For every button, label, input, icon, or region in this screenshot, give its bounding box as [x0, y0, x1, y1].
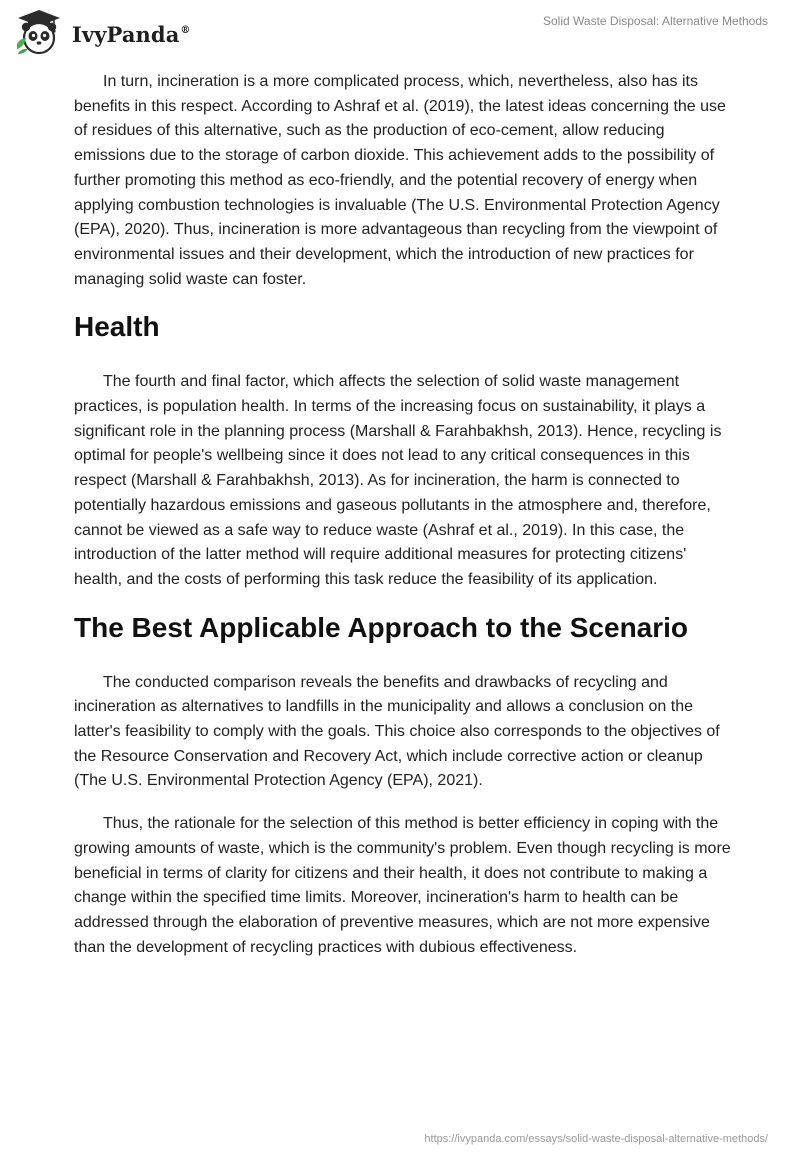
- paragraph-rationale: Thus, the rationale for the selection of this method is better efficiency in coping with the growing amounts of waste, which is the community's problem. Even though recycling is more beneficial in terms of clarity for citizens and their health, it does not contribute to making a change within the specified time limits. Moreover, incineration's harm to health can be addressed through the elaboration of preventive measures, which are not more expensive than the development of recycling practices with dubious effectiveness.: [74, 815, 731, 956]
- brand-logo[interactable]: [14, 8, 191, 56]
- source-url[interactable]: https://ivypanda.com/essays/solid-waste-disposal-alternative-methods/: [424, 1133, 768, 1145]
- paragraph-comparison: The conducted comparison reveals the benefits and drawbacks of recycling and incineration as alternatives to landfills in the municipality and allows a conclusion on the latter's feasibility to comply with the goals. This choice also corresponds to the objectives of the Resource Conservation and Recovery Act, which include corrective action or cleanup (The U.S. Environmental Protection Agency (EPA), 2021).: [74, 673, 720, 790]
- paragraph-incineration: In turn, incineration is a more complicated process, which, nevertheless, also has its benefits in this respect. According to Ashraf et al. (2019), the latest ideas concerning the use of residues of this alternative, such as the production of eco-cement, allow reducing emissions due to the storage of carbon dioxide. This achievement adds to the possibility of further promoting this method as eco-friendly, and the potential recovery of energy when applying combustion technologies is invaluable (The U.S. Environmental Protection Agency (EPA), 2020). Thus, incineration is more advantageous than recycling from the viewpoint of environmental issues and their development, which the introduction of new practices for managing solid waste can foster.: [74, 73, 726, 288]
- paragraph-health: The fourth and final factor, which affects the selection of solid waste management practices, is population health. In terms of the increasing focus on sustainability, it plays a significant role in the planning process (Marshall & Farahbakhsh, 2013). Hence, recycling is optimal for people's wellbeing since it does not lead to any critical consequences in this respect (Marshall & Farahbakhsh, 2013). As for incineration, the harm is connected to potentially hazardous emissions and gaseous pollutants in the atmosphere and, therefore, cannot be viewed as a safe way to reduce waste (Ashraf et al., 2019). In this case, the introduction of the latter method will require additional measures for protecting citizens' health, and the costs of performing this task reduce the feasibility of its application.: [74, 373, 722, 588]
- document-title: Solid Waste Disposal: Alternative Methods: [543, 14, 768, 28]
- brand-name: IvyPanda®: [72, 21, 191, 47]
- page-header: [0, 0, 800, 64]
- registered-mark: ®: [180, 24, 191, 36]
- panda-logo-icon: [14, 8, 64, 56]
- essay-content: [74, 70, 734, 978]
- heading-best-approach: The Best Applicable Approach to the Scenario: [74, 611, 689, 643]
- heading-health: Health: [74, 311, 160, 343]
